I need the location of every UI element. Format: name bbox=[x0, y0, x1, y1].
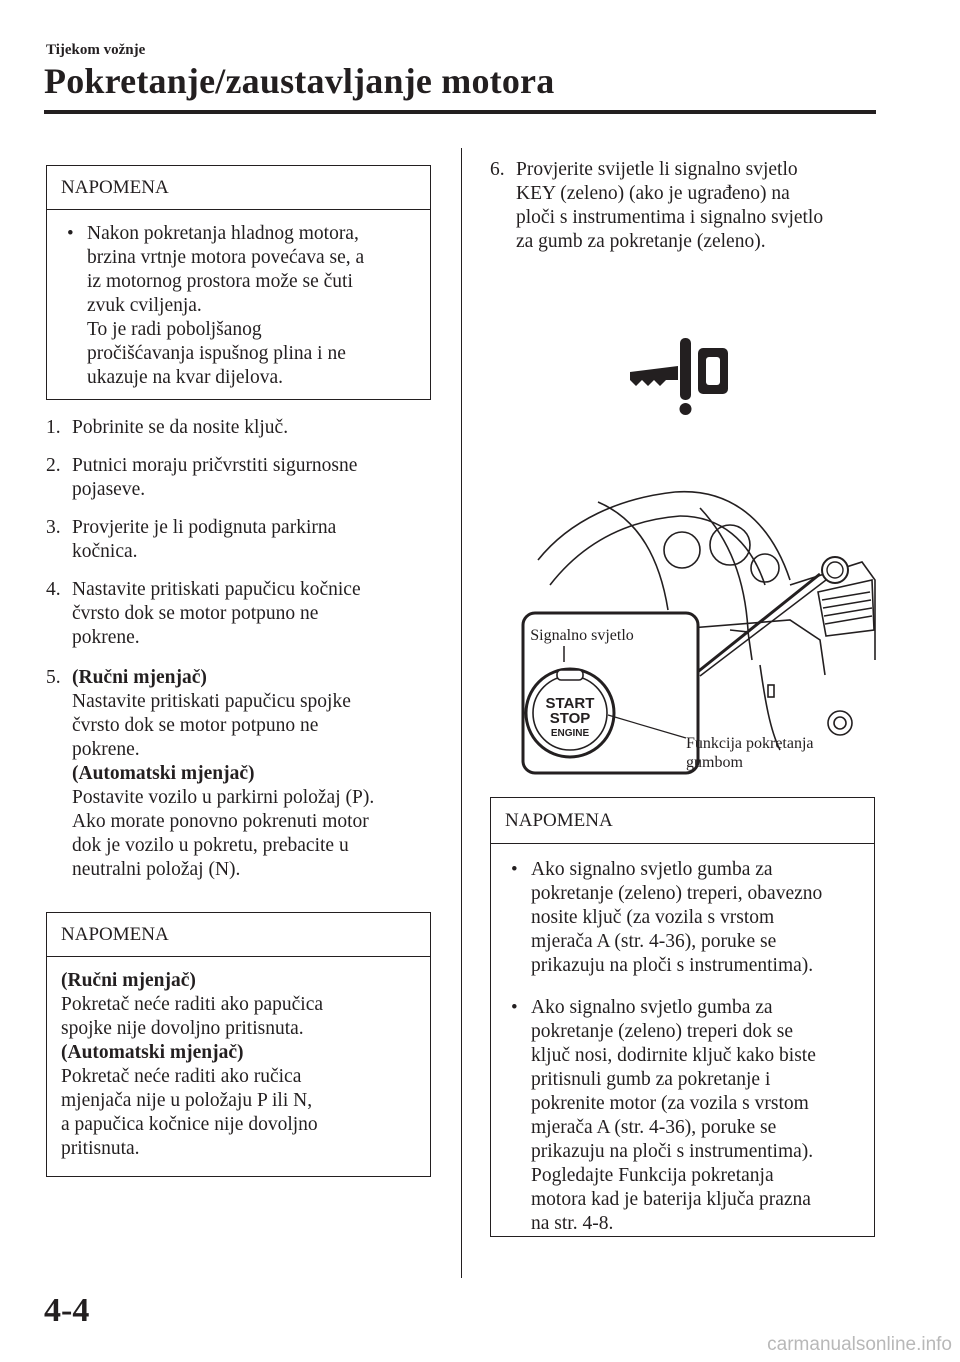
signal-light-label: Signalno svjetlo bbox=[530, 627, 634, 644]
note-line: na str. 4-8. bbox=[531, 1213, 614, 1234]
step-number: 1. bbox=[46, 417, 61, 438]
note-bullet bbox=[505, 996, 862, 1236]
note-line: Ako signalno svjetlo gumba za bbox=[531, 997, 773, 1018]
bullet-icon: • bbox=[511, 997, 518, 1018]
button-text-start: START bbox=[545, 695, 595, 712]
step-line: pokrene. bbox=[72, 627, 140, 648]
step-line: Nastavite pritiskati papučicu spojke bbox=[72, 691, 351, 712]
note-line: Pogledajte Funkcija pokretanja bbox=[531, 1165, 774, 1186]
step-line: Nastavite pritiskati papučicu kočnice bbox=[72, 579, 361, 600]
note-box-1 bbox=[46, 165, 431, 400]
note-body bbox=[491, 844, 874, 1236]
step-line: pokrene. bbox=[72, 739, 140, 760]
note-subheading: (Ručni mjenjač) bbox=[61, 970, 196, 991]
button-text-engine: ENGINE bbox=[550, 728, 590, 739]
note-line: pritisnuta. bbox=[61, 1138, 140, 1159]
note-line: motora kad je baterija ključa prazna bbox=[531, 1189, 811, 1210]
note-line: pokretanje (zeleno) treperi dok se bbox=[531, 1021, 794, 1042]
step-line: neutralni položaj (N). bbox=[72, 859, 241, 880]
note-line: Ako signalno svjetlo gumba za bbox=[531, 859, 773, 880]
note-line: prikazuju na ploči s instrumentima). bbox=[531, 1141, 814, 1162]
note-heading: NAPOMENA bbox=[47, 913, 430, 957]
key-warning-icon bbox=[630, 338, 728, 415]
step-number: 4. bbox=[46, 579, 61, 600]
page-title: Pokretanje/zaustavljanje motora bbox=[44, 61, 555, 101]
step-subheading: (Automatski mjenjač) bbox=[72, 763, 255, 784]
note-bullet bbox=[505, 858, 862, 978]
step-number: 6. bbox=[490, 159, 505, 180]
note-line: brzina vrtnje motora povećava se, a bbox=[87, 247, 365, 268]
watermark: carmanualsonline.info bbox=[767, 1334, 952, 1355]
note-box-3 bbox=[490, 797, 875, 1237]
step-number: 5. bbox=[46, 667, 61, 688]
step-subheading: (Ručni mjenjač) bbox=[72, 667, 207, 688]
note-body bbox=[47, 957, 430, 1161]
section-label: Tijekom vožnje bbox=[46, 42, 146, 58]
step-line: Pobrinite se da nosite ključ. bbox=[72, 417, 289, 438]
note-line: Nakon pokretanja hladnog motora, bbox=[87, 223, 359, 244]
step-number: 3. bbox=[46, 517, 61, 538]
column-divider bbox=[461, 148, 462, 1278]
note-line: iz motornog prostora može se čuti bbox=[87, 271, 353, 292]
step-line: ploči s instrumentima i signalno svjetlo bbox=[516, 207, 824, 228]
note-body bbox=[47, 210, 430, 390]
note-line: prikazuju na ploči s instrumentima). bbox=[531, 955, 814, 976]
button-label-line-2: gumbom bbox=[686, 754, 743, 771]
step-line: čvrsto dok se motor potpuno ne bbox=[72, 715, 319, 736]
header-rule bbox=[44, 110, 876, 114]
note-line: pritisnuli gumb za pokretanje i bbox=[531, 1069, 771, 1090]
step-line: Ako morate ponovno pokrenuti motor bbox=[72, 811, 369, 832]
note-heading: NAPOMENA bbox=[47, 166, 430, 210]
step-line: za gumb za pokretanje (zeleno). bbox=[516, 231, 766, 252]
step-number: 2. bbox=[46, 455, 61, 476]
bullet-icon: • bbox=[511, 859, 518, 880]
note-line: Pokretač neće raditi ako papučica bbox=[61, 994, 324, 1015]
note-line: pokrenite motor (za vozila s vrstom bbox=[531, 1093, 809, 1114]
step-line: dok je vozilo u pokretu, prebacite u bbox=[72, 835, 349, 856]
note-line: To je radi poboljšanog bbox=[87, 319, 262, 340]
note-line: a papučica kočnice nije dovoljno bbox=[61, 1114, 318, 1135]
note-line: nosite ključ (za vozila s vrstom bbox=[531, 907, 775, 928]
note-line: ukazuje na kvar dijelova. bbox=[87, 367, 283, 388]
note-heading: NAPOMENA bbox=[491, 798, 874, 844]
step-line: kočnica. bbox=[72, 541, 138, 562]
note-line: Pokretač neće raditi ako ručica bbox=[61, 1066, 302, 1087]
button-label-line-1: Funkcija pokretanja bbox=[686, 735, 814, 752]
note-line: pročišćavanja ispušnog plina i ne bbox=[87, 343, 346, 364]
note-line: mjenjača nije u položaju P ili N, bbox=[61, 1090, 313, 1111]
start-button-illustration bbox=[490, 330, 880, 780]
step-line: KEY (zeleno) (ako je ugrađeno) na bbox=[516, 183, 790, 204]
step-line: čvrsto dok se motor potpuno ne bbox=[72, 603, 319, 624]
bullet-icon: • bbox=[67, 223, 74, 244]
note-line: spojke nije dovoljno pritisnuta. bbox=[61, 1018, 304, 1039]
note-line: mjerača A (str. 4-36), poruke se bbox=[531, 1117, 777, 1138]
note-line: ključ nosi, dodirnite ključ kako biste bbox=[531, 1045, 816, 1066]
dashboard-start-button bbox=[822, 557, 848, 583]
note-line: mjerača A (str. 4-36), poruke se bbox=[531, 931, 777, 952]
note-subheading: (Automatski mjenjač) bbox=[61, 1042, 244, 1063]
note-bullet bbox=[61, 222, 418, 390]
step-line: Provjerite je li podignuta parkirna bbox=[72, 517, 337, 538]
step-line: Putnici moraju pričvrstiti sigurnosne bbox=[72, 455, 358, 476]
page-number: 4-4 bbox=[44, 1292, 90, 1329]
step-line: Postavite vozilo u parkirni položaj (P). bbox=[72, 787, 375, 808]
step-line: Provjerite svijetle li signalno svjetlo bbox=[516, 159, 798, 180]
note-line: zvuk cviljenja. bbox=[87, 295, 202, 316]
button-text-stop: STOP bbox=[549, 710, 591, 727]
note-box-2 bbox=[46, 912, 431, 1177]
step-line: pojaseve. bbox=[72, 479, 146, 500]
note-line: pokretanje (zeleno) treperi, obavezno bbox=[531, 883, 823, 904]
